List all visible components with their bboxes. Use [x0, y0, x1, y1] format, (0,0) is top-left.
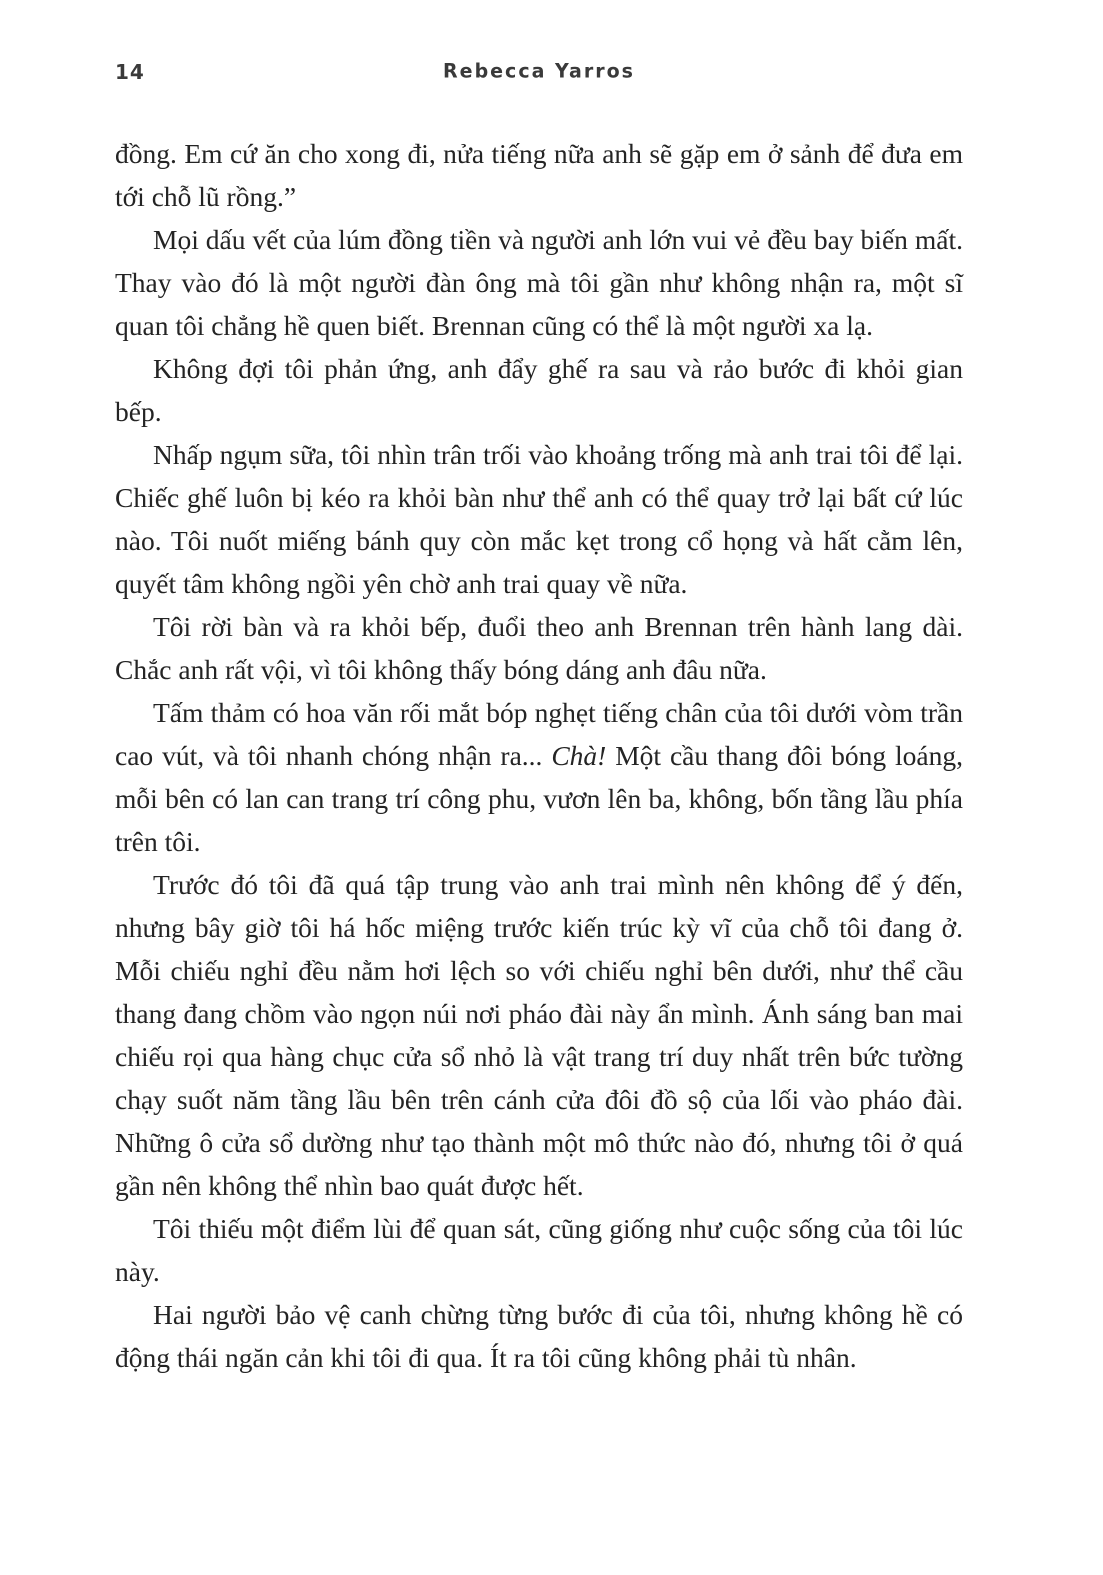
running-header: Rebecca Yarros: [443, 59, 635, 83]
paragraph: [115, 1293, 963, 1379]
paragraph: [115, 863, 963, 1207]
paragraph: [115, 433, 963, 605]
paragraph: [115, 691, 963, 863]
page-number: 14: [115, 60, 145, 84]
paragraph-segment: Không đợi tôi phản ứng, anh đẩy ghế ra sau và rảo bước đi khỏi gian bếp.: [115, 353, 963, 427]
paragraph-segment: Mọi dấu vết của lúm đồng tiền và người anh lớn vui vẻ đều bay biến mất. Thay vào đó là một người đàn ông mà tôi gần như không nhận ra, một sĩ quan tôi chẳng hề quen biết. Brennan cũng có thể là một người xa lạ.: [115, 224, 963, 341]
paragraph-segment: Hai người bảo vệ canh chừng từng bước đi của tôi, nhưng không hề có động thái ngăn cản khi tôi đi qua. Ít ra tôi cũng không phải tù nhân.: [115, 1299, 963, 1373]
paragraph: [115, 218, 963, 347]
page-header: [115, 60, 963, 90]
paragraph: [115, 132, 963, 218]
paragraph: [115, 347, 963, 433]
paragraph-segment: Nhấp ngụm sữa, tôi nhìn trân trối vào khoảng trống mà anh trai tôi để lại. Chiếc ghế luôn bị kéo ra khỏi bàn như thể anh có thể quay trở lại bất cứ lúc nào. Tôi nuốt miếng bánh quy còn mắc kẹt trong cổ họng và hất cằm lên, quyết tâm không ngồi yên chờ anh trai quay về nữa.: [115, 439, 963, 599]
paragraph-segment: Tôi thiếu một điểm lùi để quan sát, cũng giống như cuộc sống của tôi lúc này.: [115, 1213, 963, 1287]
paragraph-segment: Tôi rời bàn và ra khỏi bếp, đuổi theo anh Brennan trên hành lang dài. Chắc anh rất vội, vì tôi không thấy bóng dáng anh đâu nữa.: [115, 611, 963, 685]
paragraph-segment: Một cầu thang đôi bóng loáng, mỗi bên có lan can trang trí công phu, vươn lên ba, không, bốn tầng lầu phía trên tôi.: [115, 740, 963, 857]
paragraph: [115, 605, 963, 691]
paragraph-segment: Tấm thảm có hoa văn rối mắt bóp nghẹt tiếng chân của tôi dưới vòm trần cao vút, và tôi nhanh chóng nhận ra...: [115, 697, 963, 771]
paragraph-segment: Trước đó tôi đã quá tập trung vào anh trai mình nên không để ý đến, nhưng bây giờ tôi há hốc miệng trước kiến trúc kỳ vĩ của chỗ tôi đang ở. Mỗi chiếu nghỉ đều nằm hơi lệch so với chiếu nghỉ bên dưới, như thể cầu thang đang chồm vào ngọn núi nơi pháo đài này ẩn mình. Ánh sáng ban mai chiếu rọi qua hàng chục cửa sổ nhỏ là vật trang trí duy nhất trên bức tường chạy suốt năm tầng lầu bên trên cánh cửa đôi đồ sộ của lối vào pháo đài. Những ô cửa sổ dường như tạo thành một mô thức nào đó, nhưng tôi ở quá gần nên không thể nhìn bao quát được hết.: [115, 869, 963, 1201]
paragraph: [115, 1207, 963, 1293]
body-text: [115, 132, 963, 1379]
paragraph-segment: đồng. Em cứ ăn cho xong đi, nửa tiếng nữa anh sẽ gặp em ở sảnh để đưa em tới chỗ lũ rồng.”: [115, 138, 963, 212]
paragraph-segment-italic: Chà!: [551, 740, 607, 771]
